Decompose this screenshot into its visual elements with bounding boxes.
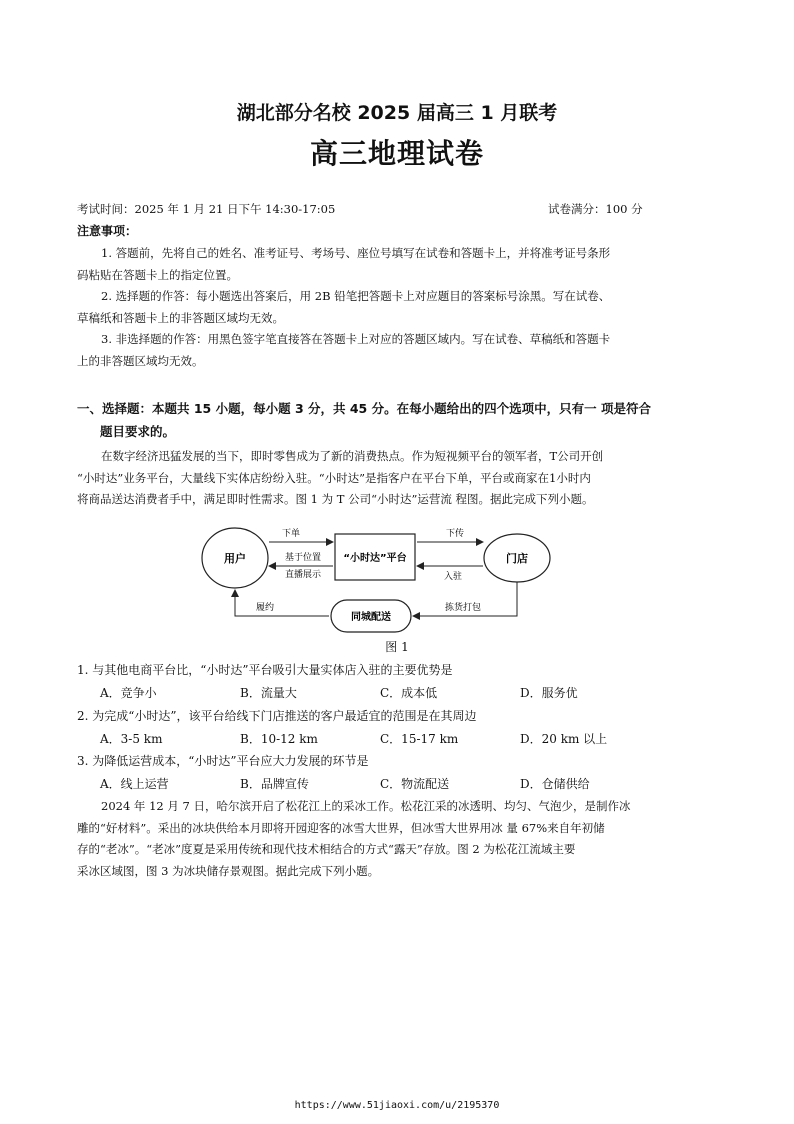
notes-list: [77, 243, 727, 372]
delivery-label: 同城配送: [351, 612, 391, 623]
exam-subtitle: 湖北部分名校 2025 届高三 1 月联考: [236, 102, 558, 124]
section1-intro2: [77, 796, 727, 882]
q1-option-c: C．成本低: [380, 686, 438, 700]
q2-option-b: B．10-12 km: [240, 732, 318, 746]
edge-location-label: 基于位置: [284, 553, 322, 563]
section1-heading-cont: 题目要求的。: [100, 424, 176, 439]
q1-option-b: B．流量大: [240, 686, 297, 700]
intro2-line: 采冰区域图，图 3 为冰块储存景观图。据此完成下列小题。: [77, 863, 380, 878]
edge-upload-label: 下传: [445, 529, 465, 539]
q1-option-d: D．服务优: [520, 686, 578, 700]
edge-fulfill-arrow: [235, 590, 329, 616]
intro2-line: 雕的“好材料”。采出的冰块供给本月即将开园迎客的冰雪大世界，但冰雪大世界用冰 量 67%来自年初储: [77, 820, 605, 835]
note-line: 上的非答题区域均无效。: [77, 353, 204, 368]
note-line: 3. 非选择题的作答：用黑色签字笔直接答在答题卡上对应的答题区域内。写在试卷、草稿纸和答题卡: [101, 332, 611, 346]
q1-option-a: A．竞争小: [100, 686, 157, 700]
exam-time: 考试时间：2025 年 1 月 21 日下午 14:30-17:05: [77, 202, 336, 216]
section1-intro: [77, 446, 727, 511]
q2-option-d: D．20 km 以上: [520, 732, 608, 746]
q3-option-c: C．物流配送: [380, 777, 450, 791]
question-3-stem: 3. 为降低运营成本，“小时达”平台应大力发展的环节是: [77, 754, 369, 768]
intro2-line: 存的“老冰”。“老冰”度夏是采用传统和现代技术相结合的方式“露天”存放。图 2 为松花江流域主要: [77, 842, 576, 856]
question-1-stem: 1. 与其他电商平台比，“小时达”平台吸引大量实体店入驻的主要优势是: [77, 663, 453, 677]
edge-fulfill-label: 履约: [255, 603, 275, 613]
note-line: 草稿纸和答题卡上的非答题区域均无效。: [77, 310, 284, 325]
edge-join-label: 入驻: [443, 572, 463, 582]
intro2-line: 2024 年 12 月 7 日，哈尔滨开启了松花江上的采冰工作。松花江采的冰透明、均匀、气泡少，是制作冰: [101, 799, 631, 813]
question-2-stem: 2. 为完成“小时达”，该平台给线下门店推送的客户最适宜的范围是在其周边: [77, 709, 477, 723]
figure1-caption: 图 1: [385, 640, 409, 654]
q3-option-a: A．线上运营: [100, 777, 169, 791]
q3-option-b: B．品牌宣传: [240, 777, 309, 791]
intro-line: “小时达”业务平台，大量线下实体店纷纷入驻。“小时达”是指客户在平台下单，平台或商家在1小时内: [77, 470, 591, 485]
intro-line: 将商品送达消费者手中，满足即时性需求。图 1 为 T 公司“小时达”运营流 程图。据此完成下列小题。: [77, 492, 594, 506]
note-line: 码粘贴在答题卡上的指定位置。: [77, 267, 238, 282]
user-label: 用户: [224, 552, 246, 565]
notes-heading: 注意事项：: [77, 224, 138, 238]
intro-line: 在数字经济迅猛发展的当下，即时零售成为了新的消费热点。作为短视频平台的领军者，T公司开创: [101, 449, 604, 463]
footer-url: https://www.51jiaoxi.com/u/2195370: [294, 1100, 500, 1111]
edge-pickpack-label: 拣货打包: [444, 603, 482, 613]
platform-label: “小时达”平台: [343, 553, 407, 564]
figure1-flowchart: [195, 518, 565, 640]
edge-order-label: 下单: [281, 529, 301, 539]
exam-score: 试卷满分：100 分: [548, 202, 643, 216]
note-line: 1. 答题前，先将自己的姓名、准考证号、考场号、座位号填写在试卷和答题卡上，并将准考证号条形: [101, 246, 611, 260]
q2-option-c: C．15-17 km: [380, 732, 459, 746]
store-label: 门店: [506, 552, 528, 565]
exam-title: 高三地理试卷: [309, 137, 484, 170]
section1-heading: 一、选择题：本题共 15 小题，每小题 3 分，共 45 分。在每小题给出的四个选项中，只有一 项是符合: [77, 401, 651, 416]
edge-livestream-label: 直播展示: [284, 570, 322, 580]
note-line: 2. 选择题的作答：每小题选出答案后，用 2B 铅笔把答题卡上对应题目的答案标号涂黑。写在试卷、: [101, 289, 611, 303]
q3-option-d: D．仓储供给: [520, 777, 590, 791]
q2-option-a: A．3-5 km: [100, 732, 163, 746]
